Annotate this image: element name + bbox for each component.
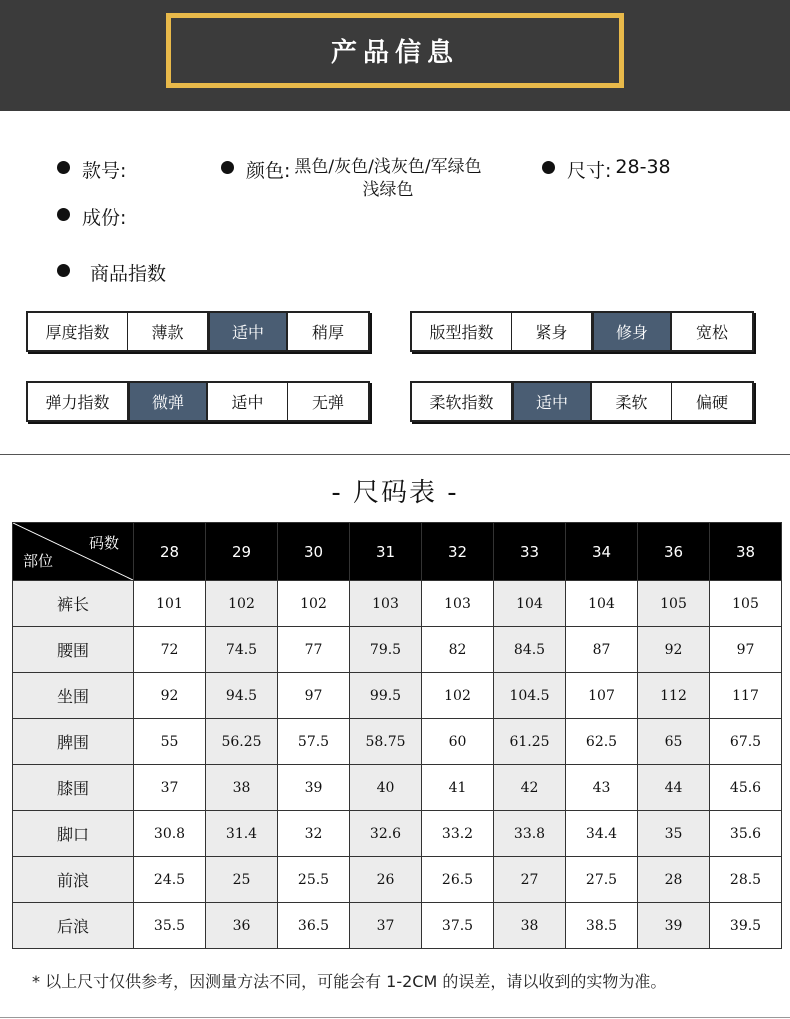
table-cell: 56.25 xyxy=(206,719,278,765)
table-cell: 38 xyxy=(206,765,278,811)
table-row xyxy=(13,903,782,949)
table-cell: 37.5 xyxy=(422,903,494,949)
table-cell: 77 xyxy=(278,627,350,673)
size-table-title: - 尺码表 - xyxy=(331,478,459,508)
row-label: 腰围 xyxy=(13,627,134,673)
bullet-icon xyxy=(542,161,555,174)
spec-index-heading xyxy=(57,259,166,286)
spec-color-label: 颜色: xyxy=(246,160,291,182)
table-row xyxy=(13,857,782,903)
table-cell: 42 xyxy=(494,765,566,811)
bullet-icon xyxy=(57,161,70,174)
section-divider xyxy=(0,454,790,455)
corner-part-label: 部位 xyxy=(23,552,54,570)
bullet-icon xyxy=(221,161,234,174)
table-cell: 35.6 xyxy=(710,811,782,857)
table-cell: 103 xyxy=(350,581,422,627)
table-row xyxy=(13,719,782,765)
table-row xyxy=(13,765,782,811)
row-label: 脚口 xyxy=(13,811,134,857)
banner-frame xyxy=(166,13,624,88)
table-cell: 41 xyxy=(422,765,494,811)
table-cell: 39 xyxy=(638,903,710,949)
table-cell: 33.8 xyxy=(494,811,566,857)
table-cell: 28.5 xyxy=(710,857,782,903)
size-column-header: 31 xyxy=(350,523,422,581)
table-cell: 107 xyxy=(566,673,638,719)
table-cell: 101 xyxy=(134,581,206,627)
row-label: 后浪 xyxy=(13,903,134,949)
table-cell: 72 xyxy=(134,627,206,673)
spec-size-label: 尺寸: xyxy=(567,160,612,182)
table-cell: 27 xyxy=(494,857,566,903)
table-cell: 39 xyxy=(278,765,350,811)
table-row xyxy=(13,673,782,719)
spec-color xyxy=(221,156,482,202)
table-cell: 31.4 xyxy=(206,811,278,857)
table-cell: 102 xyxy=(422,673,494,719)
table-cell: 87 xyxy=(566,627,638,673)
table-cell: 45.6 xyxy=(710,765,782,811)
table-cell: 104 xyxy=(566,581,638,627)
table-cell: 67.5 xyxy=(710,719,782,765)
table-cell: 65 xyxy=(638,719,710,765)
index-softness-option: 柔软 xyxy=(592,383,672,420)
row-label: 脾围 xyxy=(13,719,134,765)
index-fit-label: 版型指数 xyxy=(412,313,512,350)
table-cell: 26 xyxy=(350,857,422,903)
bullet-icon xyxy=(57,208,70,221)
table-cell: 38 xyxy=(494,903,566,949)
table-cell: 74.5 xyxy=(206,627,278,673)
table-cell: 44 xyxy=(638,765,710,811)
table-cell: 117 xyxy=(710,673,782,719)
table-cell: 102 xyxy=(206,581,278,627)
table-cell: 40 xyxy=(350,765,422,811)
index-elasticity-option-selected: 微弹 xyxy=(128,383,208,420)
size-column-header: 29 xyxy=(206,523,278,581)
table-cell: 112 xyxy=(638,673,710,719)
table-cell: 27.5 xyxy=(566,857,638,903)
corner-size-label: 码数 xyxy=(88,534,119,552)
table-cell: 94.5 xyxy=(206,673,278,719)
index-fit xyxy=(410,311,754,352)
table-cell: 33.2 xyxy=(422,811,494,857)
table-cell: 105 xyxy=(710,581,782,627)
index-elasticity-option: 无弹 xyxy=(311,393,344,412)
index-thickness-option-selected: 适中 xyxy=(208,313,288,350)
size-note: * 以上尺寸仅供参考，因测量方法不同，可能会有 1-2CM 的误差，请以收到的实物为准。 xyxy=(32,972,667,991)
index-thickness-label: 厚度指数 xyxy=(28,313,128,350)
size-column-header: 30 xyxy=(278,523,350,581)
row-label: 前浪 xyxy=(13,857,134,903)
index-fit-option: 紧身 xyxy=(512,313,592,350)
size-column-header: 34 xyxy=(566,523,638,581)
table-cell: 30.8 xyxy=(134,811,206,857)
size-column-header: 28 xyxy=(134,523,206,581)
table-cell: 25 xyxy=(206,857,278,903)
table-cell: 102 xyxy=(278,581,350,627)
spec-size xyxy=(542,156,671,183)
spec-color-value-line2: 浅绿色 xyxy=(362,180,414,200)
table-row xyxy=(13,811,782,857)
table-cell: 24.5 xyxy=(134,857,206,903)
table-cell: 37 xyxy=(134,765,206,811)
size-table-header-row xyxy=(13,523,782,581)
table-row xyxy=(13,581,782,627)
table-row xyxy=(13,627,782,673)
table-cell: 92 xyxy=(134,673,206,719)
table-cell: 34.4 xyxy=(566,811,638,857)
table-cell: 57.5 xyxy=(278,719,350,765)
table-cell: 25.5 xyxy=(278,857,350,903)
size-column-header: 36 xyxy=(638,523,710,581)
size-column-header: 33 xyxy=(494,523,566,581)
size-column-header: 32 xyxy=(422,523,494,581)
table-cell: 38.5 xyxy=(566,903,638,949)
table-cell: 97 xyxy=(278,673,350,719)
table-cell: 84.5 xyxy=(494,627,566,673)
size-table xyxy=(12,522,782,949)
index-fit-option: 宽松 xyxy=(695,323,728,342)
index-softness-option-selected: 适中 xyxy=(512,383,592,420)
table-cell: 99.5 xyxy=(350,673,422,719)
page-title: 产品信息 xyxy=(330,38,459,68)
table-cell: 32 xyxy=(278,811,350,857)
index-softness-label: 柔软指数 xyxy=(412,383,512,420)
index-thickness-option: 薄款 xyxy=(128,313,208,350)
index-thickness xyxy=(26,311,370,352)
table-cell: 103 xyxy=(422,581,494,627)
table-cell: 82 xyxy=(422,627,494,673)
index-elasticity-option: 适中 xyxy=(208,383,288,420)
table-cell: 43 xyxy=(566,765,638,811)
table-cell: 35 xyxy=(638,811,710,857)
table-cell: 60 xyxy=(422,719,494,765)
spec-size-value: 28-38 xyxy=(615,156,671,178)
row-label: 膝围 xyxy=(13,765,134,811)
table-cell: 61.25 xyxy=(494,719,566,765)
row-label: 坐围 xyxy=(13,673,134,719)
table-cell: 58.75 xyxy=(350,719,422,765)
index-softness xyxy=(410,381,754,422)
table-cell: 55 xyxy=(134,719,206,765)
table-cell: 92 xyxy=(638,627,710,673)
table-cell: 26.5 xyxy=(422,857,494,903)
size-table-corner xyxy=(13,523,134,581)
index-elasticity xyxy=(26,381,370,422)
row-label: 裤长 xyxy=(13,581,134,627)
table-cell: 62.5 xyxy=(566,719,638,765)
index-heading: 商品指数 xyxy=(90,263,167,285)
table-cell: 79.5 xyxy=(350,627,422,673)
index-fit-option-selected: 修身 xyxy=(592,313,672,350)
table-cell: 28 xyxy=(638,857,710,903)
size-column-header: 38 xyxy=(710,523,782,581)
spec-color-value xyxy=(294,156,481,202)
table-cell: 37 xyxy=(350,903,422,949)
index-elasticity-label: 弹力指数 xyxy=(28,383,128,420)
table-cell: 36 xyxy=(206,903,278,949)
bottom-divider xyxy=(0,1017,790,1018)
table-cell: 35.5 xyxy=(134,903,206,949)
header-banner xyxy=(0,0,790,111)
table-cell: 105 xyxy=(638,581,710,627)
table-cell: 32.6 xyxy=(350,811,422,857)
table-cell: 104 xyxy=(494,581,566,627)
spec-composition-label: 成份: xyxy=(82,207,127,229)
table-cell: 104.5 xyxy=(494,673,566,719)
spec-color-value-line1: 黑色/灰色/浅灰色/军绿色 xyxy=(294,157,482,177)
table-cell: 36.5 xyxy=(278,903,350,949)
spec-composition xyxy=(57,203,126,230)
index-softness-option: 偏硬 xyxy=(695,393,728,412)
bullet-icon xyxy=(57,264,70,277)
table-cell: 97 xyxy=(710,627,782,673)
spec-style-no-label: 款号: xyxy=(82,160,127,182)
index-thickness-option: 稍厚 xyxy=(311,323,344,342)
spec-style-no xyxy=(57,156,126,183)
table-cell: 39.5 xyxy=(710,903,782,949)
